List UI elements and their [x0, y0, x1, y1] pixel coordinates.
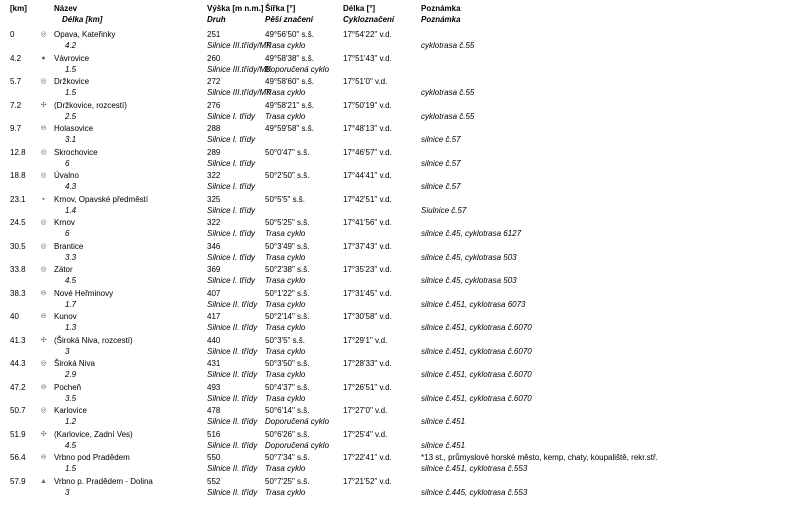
row-name: Vrbno p. Pradědem - Dolina — [54, 476, 153, 486]
row-note-2: silnice č.451, cyklotrasa č.6070 — [421, 393, 532, 403]
row-longitude: 17°50'19" v.d. — [343, 100, 392, 110]
row-note-2: cyklotrasa č.55 — [421, 88, 475, 97]
header-note: Poznámka — [421, 4, 461, 13]
table-row — [0, 30, 789, 54]
row-km: 33.8 — [10, 265, 26, 274]
row-hiking: Trasa cyklo — [265, 229, 306, 238]
row-length: 4.3 — [65, 182, 77, 191]
row-longitude: 17°30'58" v.d. — [343, 312, 392, 321]
table-header — [0, 4, 789, 25]
row-latitude: 50°4'37" s.š. — [265, 382, 310, 392]
row-name: Vrbno pod Pradědem — [54, 453, 130, 462]
row-type: Silnice I. třídy — [207, 252, 256, 262]
row-longitude: 17°28'33" v.d. — [343, 359, 392, 368]
row-longitude: 17°48'13" v.d. — [343, 124, 392, 133]
row-latitude: 50°2'14" s.š. — [265, 312, 310, 321]
row-hiking: Doporučená cyklo — [265, 64, 330, 74]
row-note-2: silnice č.57 — [421, 158, 461, 168]
row-name: Krnov — [54, 218, 75, 227]
row-elevation: 322 — [207, 171, 221, 180]
row-elevation: 325 — [207, 194, 221, 204]
row-type: Silnice III.třídy/MK — [207, 41, 272, 50]
header-length: Délka [km] — [62, 15, 103, 24]
table-row — [0, 453, 789, 477]
header-latitude: Šířka [°] — [265, 4, 296, 13]
row-km: 4.2 — [10, 53, 22, 63]
row-name: (Karlovice, Zadní Ves) — [54, 429, 133, 439]
row-latitude: 50°2'50" s.š. — [265, 171, 310, 180]
row-type: Silnice III.třídy/MK — [207, 88, 272, 97]
row-length: 4.5 — [65, 440, 77, 450]
car-icon: ⊖ — [40, 125, 47, 132]
row-elevation: 478 — [207, 406, 221, 415]
row-note-2: silnice č.57 — [421, 182, 461, 191]
table-row — [0, 477, 789, 501]
row-length: 2.5 — [65, 111, 77, 121]
row-hiking: Trasa cyklo — [265, 41, 306, 50]
header-cyclo: Cykloznačení — [343, 15, 395, 24]
building-icon: ▪ — [42, 195, 45, 203]
row-name: Nové Heřminovy — [54, 288, 114, 298]
mountain-icon: ▲ — [40, 477, 47, 485]
row-latitude: 49°58'60" s.š. — [265, 77, 314, 86]
row-km: 5.7 — [10, 77, 22, 86]
row-type: Silnice II. třídy — [207, 370, 258, 379]
row-note: *13 st., průmyslové horské město, kemp, chaty, koupaliště, rekr.stř. — [421, 453, 658, 462]
row-latitude: 50°0'47" s.š. — [265, 147, 310, 157]
row-note-2: silnice č.57 — [421, 135, 461, 144]
row-name: Pocheň — [54, 382, 82, 392]
row-longitude: 17°22'41" v.d. — [343, 453, 392, 462]
row-name: Brantice — [54, 241, 84, 251]
row-hiking: Trasa cyklo — [265, 346, 306, 356]
table-row — [0, 242, 789, 266]
row-note-2: cyklotrasa č.55 — [421, 41, 475, 50]
table-row — [0, 77, 789, 101]
row-hiking: Trasa cyklo — [265, 299, 306, 309]
table-row — [0, 359, 789, 383]
row-longitude: 17°41'56" v.d. — [343, 218, 392, 227]
row-length: 6 — [65, 229, 70, 238]
row-length: 4.5 — [65, 276, 77, 285]
table-row — [0, 312, 789, 336]
row-km: 0 — [10, 30, 15, 39]
row-elevation: 552 — [207, 476, 221, 486]
row-latitude: 49°59'58" s.š. — [265, 124, 314, 133]
row-note-2: Siulnice č.57 — [421, 205, 467, 215]
row-length: 6 — [65, 158, 70, 168]
town-icon: ◎ — [40, 172, 47, 179]
row-hiking: Trasa cyklo — [265, 323, 306, 332]
table-row — [0, 218, 789, 242]
row-latitude: 50°3'50" s.š. — [265, 359, 310, 368]
row-longitude: 17°31'45" v.d. — [343, 288, 392, 298]
row-elevation: 550 — [207, 453, 221, 462]
row-note-2: silnice č.45, cyklotrasa 503 — [421, 276, 517, 285]
row-latitude: 49°56'50" s.š. — [265, 30, 314, 39]
row-km: 12.8 — [10, 147, 26, 157]
row-latitude: 50°6'14" s.š. — [265, 406, 310, 415]
row-type: Silnice II. třídy — [207, 417, 258, 426]
row-latitude: 50°5'5" s.š. — [265, 194, 306, 204]
row-note-2: silnice č.451, cyklotrasa č.6070 — [421, 323, 532, 332]
table-row — [0, 383, 789, 407]
row-longitude: 17°37'43" v.d. — [343, 241, 392, 251]
row-longitude: 17°26'51" v.d. — [343, 382, 392, 392]
row-length: 3.3 — [65, 252, 77, 262]
row-name: Držkovice — [54, 77, 90, 86]
row-hiking: Trasa cyklo — [265, 252, 306, 262]
header-type: Druh — [207, 15, 226, 24]
row-latitude: 49°58'38" s.š. — [265, 53, 314, 63]
row-name: Opava, Kateřinky — [54, 30, 116, 39]
row-note-2: silnice č.451, cyklotrasa 6073 — [421, 299, 526, 309]
row-km: 56.4 — [10, 453, 26, 462]
table-row — [0, 289, 789, 313]
town-icon: ◎ — [40, 148, 47, 156]
row-longitude: 17°25'4" v.d. — [343, 429, 388, 439]
crossroad-icon: ✣ — [40, 430, 47, 438]
row-type: Silnice II. třídy — [207, 393, 258, 403]
row-latitude: 50°3'5" s.š. — [265, 335, 306, 345]
row-name: (Držkovice, rozcestí) — [54, 100, 127, 110]
row-type: Silnice I. třídy — [207, 158, 256, 168]
row-note-2: silnice č.445, cyklotrasa č.553 — [421, 487, 528, 497]
crossroad-icon: ✣ — [40, 101, 47, 109]
row-elevation: 289 — [207, 147, 221, 157]
row-km: 30.5 — [10, 241, 26, 251]
row-hiking: Trasa cyklo — [265, 487, 306, 497]
row-elevation: 322 — [207, 218, 221, 227]
row-km: 23.1 — [10, 194, 26, 204]
row-km: 38.3 — [10, 288, 26, 298]
row-length: 3 — [65, 487, 70, 497]
row-elevation: 260 — [207, 53, 221, 63]
row-type: Silnice II. třídy — [207, 346, 258, 356]
table-body — [0, 30, 789, 500]
row-elevation: 369 — [207, 265, 221, 274]
row-longitude: 17°51'43" v.d. — [343, 53, 392, 63]
row-latitude: 50°6'26" s.š. — [265, 429, 310, 439]
row-name: (Široká Niva, rozcestí) — [54, 335, 133, 345]
table-row — [0, 171, 789, 195]
town-icon: ◎ — [40, 219, 47, 226]
row-name: Skrochovice — [54, 147, 98, 157]
row-hiking: Doporučená cyklo — [265, 417, 330, 426]
row-km: 9.7 — [10, 124, 22, 133]
row-latitude: 50°5'25" s.š. — [265, 218, 310, 227]
row-latitude: 49°58'21" s.š. — [265, 100, 314, 110]
row-name: Zátor — [54, 265, 73, 274]
row-km: 57.9 — [10, 476, 26, 486]
row-type: Silnice III.třídy/MK — [207, 64, 272, 74]
row-note-2: silnice č.451, cyklotrasa č.6070 — [421, 370, 532, 379]
row-hiking: Trasa cyklo — [265, 370, 306, 379]
row-note-2: silnice č.45, cyklotrasa 6127 — [421, 229, 522, 238]
row-name: Úvalno — [54, 171, 79, 180]
row-length: 4.2 — [65, 41, 77, 50]
header-hiking: Pěší značení — [265, 15, 314, 24]
town-icon: ◎ — [40, 78, 47, 85]
row-elevation: 346 — [207, 241, 221, 251]
row-km: 24.5 — [10, 218, 26, 227]
row-hiking: Trasa cyklo — [265, 276, 306, 285]
row-type: Silnice I. třídy — [207, 182, 256, 191]
row-latitude: 50°7'34" s.š. — [265, 453, 310, 462]
row-longitude: 17°21'52" v.d. — [343, 476, 392, 486]
row-km: 47.2 — [10, 382, 26, 392]
header-note-2: Poznámka — [421, 15, 461, 24]
table-row — [0, 54, 789, 78]
row-note-2: silnice č.45, cyklotrasa 503 — [421, 252, 517, 262]
car-icon: ⊖ — [40, 383, 47, 391]
row-longitude: 17°27'0" v.d. — [343, 406, 388, 415]
row-longitude: 17°29'1" v.d. — [343, 335, 388, 345]
row-longitude: 17°44'41" v.d. — [343, 171, 392, 180]
row-length: 3.5 — [65, 393, 77, 403]
town-icon: ◎ — [40, 266, 47, 273]
row-note-2: silnice č.451 — [421, 440, 466, 450]
row-elevation: 407 — [207, 288, 221, 298]
table-row — [0, 336, 789, 360]
row-name: Karlovice — [54, 406, 87, 415]
table-row — [0, 124, 789, 148]
row-type: Silnice I. třídy — [207, 135, 256, 144]
row-type: Silnice II. třídy — [207, 299, 258, 309]
header-elevation: Výška [m n.m.] — [207, 4, 264, 13]
row-elevation: 417 — [207, 312, 221, 321]
row-longitude: 17°42'51" v.d. — [343, 194, 392, 204]
header-longitude: Délka [°] — [343, 4, 376, 13]
row-latitude: 50°7'25" s.š. — [265, 476, 310, 486]
row-hiking: Trasa cyklo — [265, 88, 306, 97]
table-row — [0, 430, 789, 454]
row-length: 2.9 — [65, 370, 77, 379]
row-hiking: Trasa cyklo — [265, 111, 306, 121]
row-hiking: Doporučená cyklo — [265, 440, 330, 450]
row-name: Vávrovice — [54, 53, 90, 63]
row-name: Krnov, Opavské předměstí — [54, 194, 149, 204]
row-longitude: 17°54'22" v.d. — [343, 30, 392, 39]
row-longitude: 17°51'0" v.d. — [343, 77, 388, 86]
row-type: Silnice I. třídy — [207, 205, 256, 215]
car-icon: ⊖ — [40, 454, 47, 461]
row-km: 40 — [10, 312, 19, 321]
row-elevation: 276 — [207, 100, 221, 110]
car-icon: ⊖ — [40, 289, 47, 297]
row-length: 1.5 — [65, 88, 77, 97]
row-km: 44.3 — [10, 359, 26, 368]
row-type: Silnice II. třídy — [207, 464, 258, 473]
row-type: Silnice II. třídy — [207, 440, 258, 450]
row-note-2: cyklotrasa č.55 — [421, 111, 475, 121]
row-note-2: silnice č.451, cyklotrasa č.553 — [421, 464, 528, 473]
town-icon: ◎ — [40, 31, 47, 38]
crossroad-icon: ✣ — [40, 336, 47, 344]
row-length: 1.7 — [65, 299, 77, 309]
row-length: 1.5 — [65, 64, 77, 74]
row-name: Holasovice — [54, 124, 94, 133]
table-row — [0, 265, 789, 289]
row-length: 1.4 — [65, 205, 77, 215]
row-km: 41.3 — [10, 335, 26, 345]
header-name: Název — [54, 4, 78, 13]
header-km: [km] — [10, 4, 27, 13]
row-type: Silnice I. třídy — [207, 111, 256, 121]
row-elevation: 288 — [207, 124, 221, 133]
row-km: 7.2 — [10, 100, 22, 110]
row-km: 51.9 — [10, 429, 26, 439]
row-length: 1.5 — [65, 464, 77, 473]
row-name: Kunov — [54, 312, 77, 321]
row-note-2: silnice č.451 — [421, 417, 466, 426]
row-type: Silnice II. třídy — [207, 323, 258, 332]
row-hiking: Trasa cyklo — [265, 393, 306, 403]
row-length: 3.1 — [65, 135, 77, 144]
row-length: 1.3 — [65, 323, 77, 332]
row-elevation: 493 — [207, 382, 221, 392]
row-elevation: 251 — [207, 30, 221, 39]
table-row — [0, 406, 789, 430]
row-elevation: 516 — [207, 429, 221, 439]
row-type: Silnice II. třídy — [207, 487, 258, 497]
village-icon: ● — [41, 54, 46, 62]
town-icon: ◎ — [40, 242, 47, 250]
table-row — [0, 101, 789, 125]
row-elevation: 440 — [207, 335, 221, 345]
row-km: 18.8 — [10, 171, 26, 180]
town-icon: ◎ — [40, 407, 47, 414]
town-icon: ◎ — [40, 360, 47, 367]
car-icon: ⊖ — [40, 313, 47, 320]
row-elevation: 272 — [207, 77, 221, 86]
row-note-2: silnice č.451, cyklotrasa č.6070 — [421, 346, 532, 356]
row-hiking: Trasa cyklo — [265, 464, 306, 473]
row-type: Silnice I. třídy — [207, 229, 256, 238]
table-row — [0, 148, 789, 172]
row-latitude: 50°3'49" s.š. — [265, 241, 310, 251]
row-km: 50.7 — [10, 406, 26, 415]
row-length: 3 — [65, 346, 70, 356]
row-longitude: 17°46'57" v.d. — [343, 147, 392, 157]
row-name: Široká Niva — [54, 359, 95, 368]
row-latitude: 50°2'38" s.š. — [265, 265, 310, 274]
row-type: Silnice I. třídy — [207, 276, 256, 285]
row-longitude: 17°35'23" v.d. — [343, 265, 392, 274]
row-length: 1.2 — [65, 417, 77, 426]
table-row — [0, 195, 789, 219]
row-latitude: 50°1'22" s.š. — [265, 288, 310, 298]
row-elevation: 431 — [207, 359, 221, 368]
